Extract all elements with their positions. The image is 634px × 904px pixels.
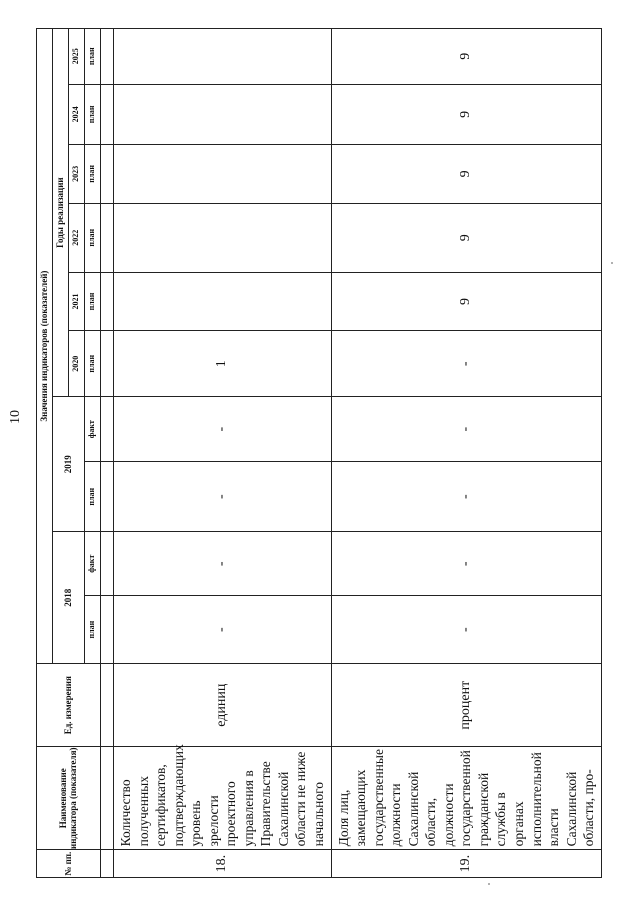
header-year-2021: 2021: [69, 272, 85, 331]
value-2018-fact: -: [331, 532, 601, 596]
indicators-table: [36, 28, 602, 878]
spacer-cell: [101, 850, 114, 878]
value-2019-fact: -: [331, 397, 601, 462]
value-2021: 9: [331, 272, 601, 331]
header-year-2025: 2025: [69, 29, 85, 85]
header-2025-plan: план: [85, 29, 101, 85]
row-unit: процент: [331, 664, 601, 747]
value-2021: [114, 272, 332, 331]
header-realization: Годы реализации: [53, 29, 69, 397]
spacer-cell: [101, 664, 114, 747]
table-row: [331, 29, 601, 878]
row-num: 18.: [114, 850, 332, 878]
value-2018-fact: -: [114, 532, 332, 596]
value-2018-plan: -: [331, 596, 601, 664]
value-2018-plan: -: [114, 596, 332, 664]
header-year-2020: 2020: [69, 331, 85, 397]
value-2019-plan: -: [331, 462, 601, 532]
value-2019-plan: -: [114, 462, 332, 532]
header-year-2023: 2023: [69, 145, 85, 204]
header-name: Наименование индикатора (показателя): [37, 747, 101, 850]
page-number: 10: [8, 410, 23, 424]
spacer-cell: [101, 29, 114, 85]
spacer-cell: [101, 145, 114, 204]
header-row-1: [37, 29, 53, 878]
spacer-cell: [101, 331, 114, 397]
scan-speck: [488, 883, 490, 885]
header-2024-plan: план: [85, 84, 101, 145]
header-values-group: Значения индикаторов (показателей): [37, 29, 53, 664]
spacer-cell: [101, 397, 114, 462]
header-year-2024: 2024: [69, 84, 85, 145]
row-name: Доля лиц, замещающих государственные должности Сахалинской области, должности государственной гражданской службы в органах исполнительной власти Сахалинской области, про-: [331, 747, 601, 850]
row-unit: единиц: [114, 664, 332, 747]
value-2019-fact: -: [114, 397, 332, 462]
spacer-cell: [101, 596, 114, 664]
spacer-cell: [101, 84, 114, 145]
value-2024: 9: [331, 84, 601, 145]
spacer-cell: [101, 462, 114, 532]
header-2018-fact: факт: [85, 532, 101, 596]
header-year-2018: 2018: [53, 532, 85, 664]
header-unit: Ед. измерения: [37, 664, 101, 747]
header-num: № пп.: [37, 850, 101, 878]
row-name: Количество полученных сертификатов, подтверждающих уровень зрелости проектного управления в Правительстве Сахалинской области не ниже начального: [114, 747, 332, 850]
value-2025: 9: [331, 29, 601, 85]
header-2019-fact: факт: [85, 397, 101, 462]
header-year-2022: 2022: [69, 203, 85, 272]
spacer-cell: [101, 747, 114, 850]
value-2024: [114, 84, 332, 145]
indicators-table-wrapper: [36, 28, 614, 878]
header-2019-plan: план: [85, 462, 101, 532]
value-2020: -: [331, 331, 601, 397]
spacer-cell: [101, 203, 114, 272]
header-2022-plan: план: [85, 203, 101, 272]
spacer-cell: [101, 532, 114, 596]
value-2022: [114, 203, 332, 272]
spacer-row: [101, 29, 114, 878]
spacer-cell: [101, 272, 114, 331]
header-year-2019: 2019: [53, 397, 85, 532]
value-2023: [114, 145, 332, 204]
table-row: [114, 29, 332, 878]
header-2020-plan: план: [85, 331, 101, 397]
header-2023-plan: план: [85, 145, 101, 204]
value-2020: 1: [114, 331, 332, 397]
header-2021-plan: план: [85, 272, 101, 331]
value-2025: [114, 29, 332, 85]
scan-speck: [611, 262, 613, 264]
header-2018-plan: план: [85, 596, 101, 664]
value-2023: 9: [331, 145, 601, 204]
row-num: 19.: [331, 850, 601, 878]
value-2022: 9: [331, 203, 601, 272]
